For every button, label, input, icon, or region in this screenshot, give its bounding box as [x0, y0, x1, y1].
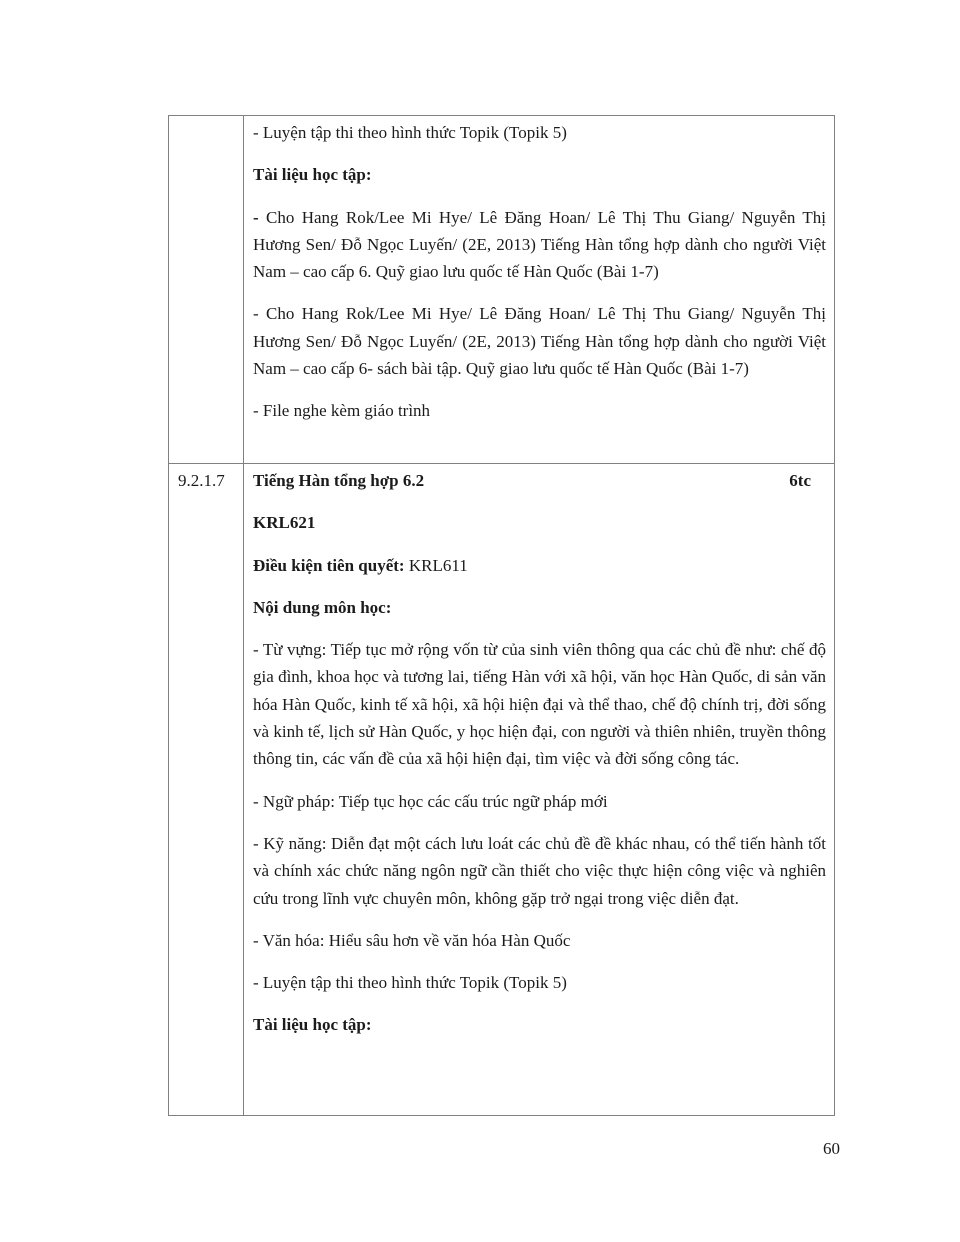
course-title: Tiếng Hàn tổng hợp 6.2 — [253, 471, 425, 490]
culture-paragraph: - Văn hóa: Hiểu sâu hơn về văn hóa Hàn Quốc — [253, 930, 571, 950]
course-title-line — [253, 467, 826, 494]
practice-line: - Luyện tập thi theo hình thức Topik (Topik 5) — [253, 123, 567, 142]
table-row-course — [169, 464, 835, 1116]
course-index: 9.2.1.7 — [178, 471, 225, 490]
course-code: KRL621 — [253, 513, 316, 533]
materials-heading-course: Tài liệu học tập: — [253, 1015, 372, 1035]
practice-paragraph: - Luyện tập thi theo hình thức Topik (Topik 5) — [253, 973, 567, 993]
reference-item-2: - Cho Hang Rok/Lee Mi Hye/ Lê Đăng Hoan/ Lê Thị Thu Giang/ Nguyễn Thị Hương Sen/ Đỗ Ngọc Luyến/ (2E, 2013) Tiếng Hàn tổng hợp dành cho người Việt Nam – cao cấp 6- sách bài tập. Quỹ giao lưu quốc tế Hàn Quốc (Bài 1-7) — [253, 304, 826, 379]
index-cell-empty — [169, 116, 244, 464]
materials-heading: Tài liệu học tập: — [253, 165, 372, 185]
reference-text: Cho Hang Rok/Lee Mi Hye/ Lê Đăng Hoan/ Lê Thị Thu Giang/ Nguyễn Thị Hương Sen/ Đỗ Ngọc Luyến/ (2E, 2013) Tiếng Hàn tổng hợp dành cho người Việt Nam – cao cấp 6. Quỹ giao lưu quốc tế Hàn Quốc (Bài 1-7) — [253, 207, 826, 282]
table-row-continued — [169, 116, 835, 464]
course-credits: 6tc — [789, 471, 811, 490]
course-index-cell — [169, 464, 244, 1116]
prerequisite-line — [253, 552, 826, 579]
vocabulary-paragraph: - Từ vựng: Tiếp tục mở rộng vốn từ của sinh viên thông qua các chủ đề như: chế độ gia đình, khoa học và tương lai, tiếng Hàn với xã hội, văn học Hàn Quốc, di sản văn hóa Hàn Quốc, kinh tế xã hội, xã hội hiện đại và thể thao, chế độ chính trị, đời sống và kinh tế, lịch sử Hàn Quốc, y học hiện đại, con người và thiên nhiên, truyền thông thông tin, các vấn đề của xã hội hiện đại, tìm việc và đời sống công tác. — [253, 640, 826, 769]
page-number: 60 — [823, 1139, 840, 1158]
prerequisite-value: KRL611 — [404, 555, 468, 575]
course-catalog-table — [168, 115, 835, 1116]
reference-marker: - — [253, 207, 259, 227]
audio-file-line: - File nghe kèm giáo trình — [253, 401, 431, 421]
skills-paragraph: - Kỹ năng: Diễn đạt một cách lưu loát các chủ đề đề khác nhau, có thể tiến hành tốt và chính xác chức năng ngôn ngữ cần thiết cho việc thực hiện công việc và nghiên cứu trong lĩnh vực chuyên môn, không gặp trở ngại trong việc diễn đạt. — [253, 833, 826, 908]
prerequisite-label: Điều kiện tiên quyết: — [253, 555, 405, 575]
course-content-cell — [244, 464, 835, 1116]
grammar-paragraph: - Ngữ pháp: Tiếp tục học các cấu trúc ngữ pháp mới — [253, 791, 608, 811]
content-heading: Nội dung môn học: — [253, 597, 392, 617]
continued-content-cell — [244, 116, 835, 464]
reference-item-1 — [253, 204, 826, 286]
